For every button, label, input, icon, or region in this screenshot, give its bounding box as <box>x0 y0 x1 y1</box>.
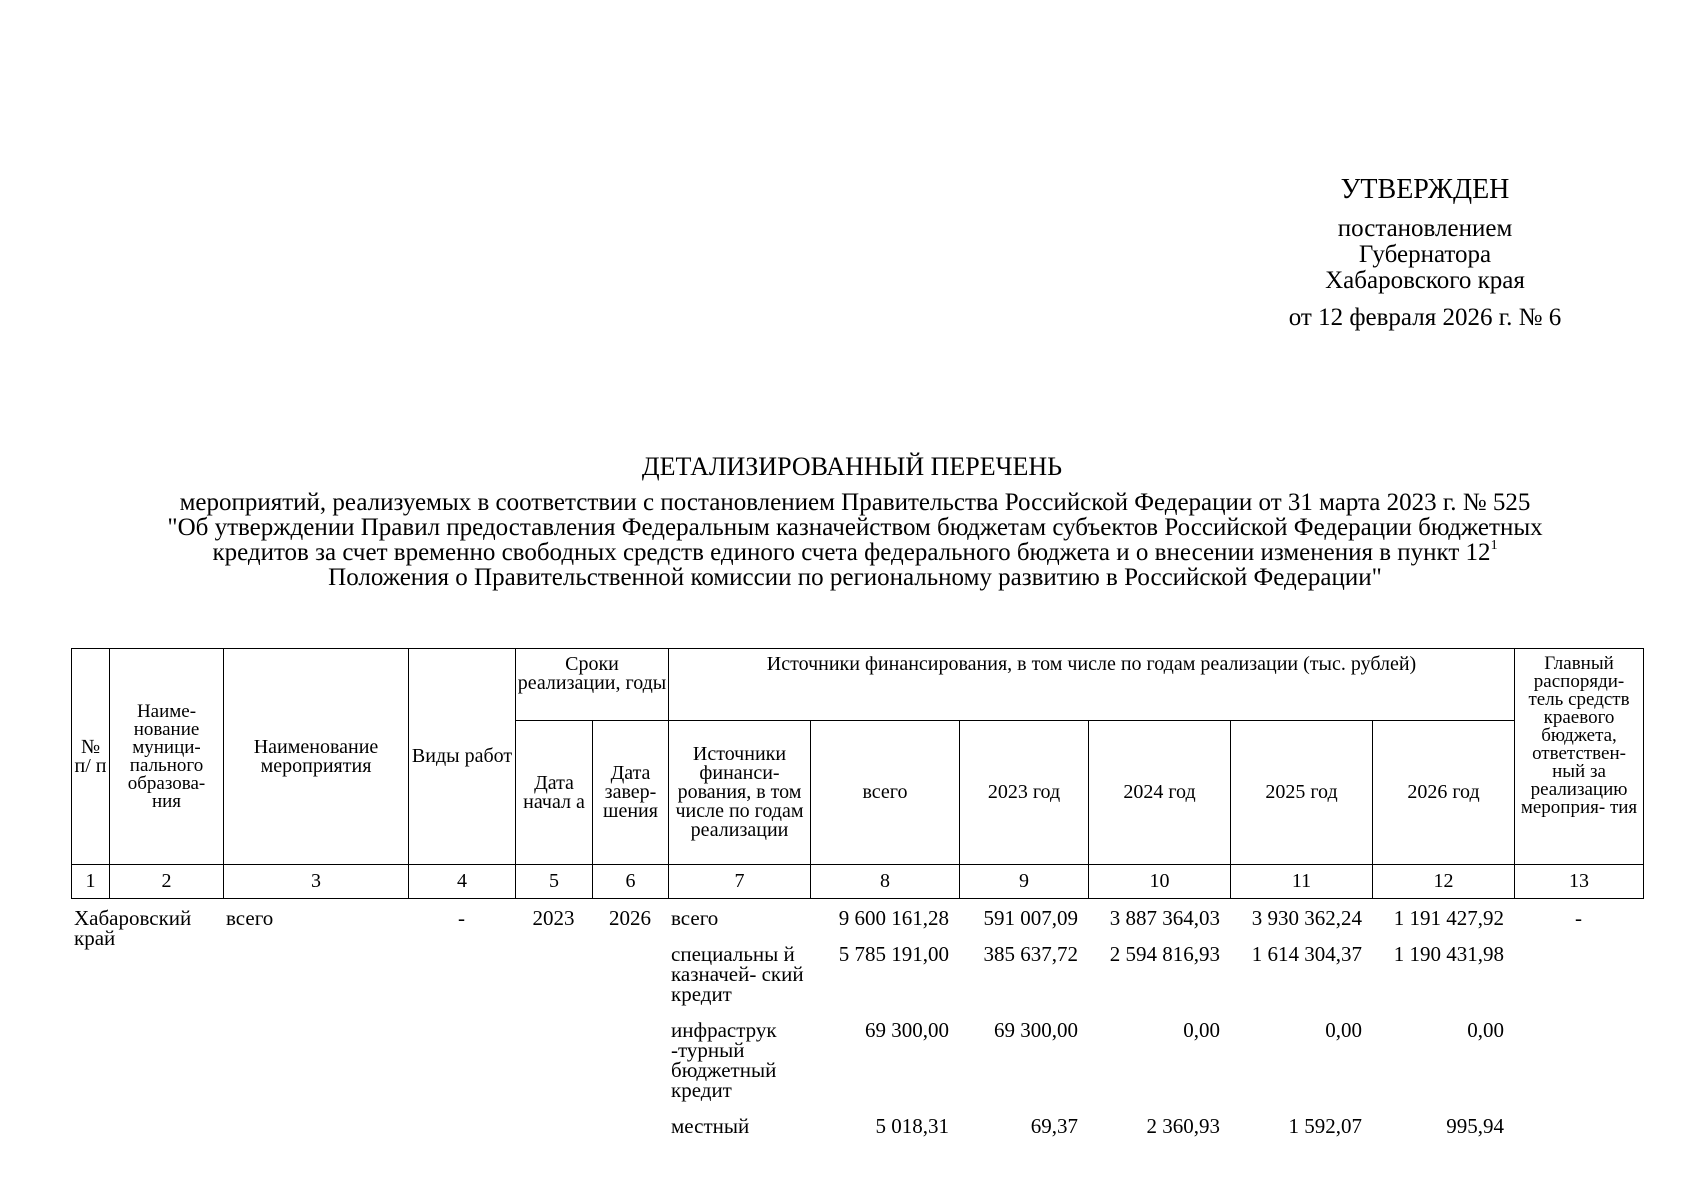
cell-2023: 385 637,72 <box>983 942 1079 966</box>
header-2025: 2025 год <box>1231 721 1373 865</box>
subtitle-line-3 <box>60 540 1650 565</box>
approval-heading: УТВЕРЖДЕН <box>1340 174 1510 205</box>
table-row <box>71 902 1643 938</box>
cell-source-name: всего <box>671 906 719 930</box>
cell-2024: 2 594 816,93 <box>1109 942 1221 966</box>
approval-block <box>1240 174 1610 333</box>
header-2023: 2023 год <box>960 721 1089 865</box>
cell-2026: 0,00 <box>1467 1018 1505 1042</box>
column-number: 10 <box>1089 865 1231 899</box>
subtitle-line-2: "Об утверждении Правил предоставления Федеральным казначейством бюджетам субъектов Российской Федерации бюджетных <box>167 514 1543 541</box>
document-title: ДЕТАЛИЗИРОВАННЫЙ ПЕРЕЧЕНЬ <box>641 452 1063 481</box>
header-funding-group: Источники финансирования, в том числе по годам реализации (тыс. рублей) <box>669 649 1515 721</box>
header-2024: 2024 год <box>1089 721 1231 865</box>
cell-2023: 69 300,00 <box>994 1018 1079 1042</box>
column-number: 13 <box>1515 865 1644 899</box>
approval-line-1: постановлением <box>1337 215 1513 242</box>
column-number: 2 <box>110 865 224 899</box>
cell-2024: 3 887 364,03 <box>1109 906 1221 930</box>
cell-2024: 2 360,93 <box>1146 1114 1221 1138</box>
cell-work-types: - <box>458 906 466 930</box>
header-event: Наименование мероприятия <box>224 649 409 865</box>
cell-2026: 1 190 431,98 <box>1393 942 1505 966</box>
cell-source-name: местный <box>671 1114 750 1138</box>
cell-source-name: специальны й казначей- ский кредит <box>671 942 804 1006</box>
header-num: № п/ п <box>72 649 110 865</box>
cell-municipality: Хабаровский край <box>74 906 192 950</box>
approval-date: от 12 февраля 2026 г. № 6 <box>1288 304 1562 331</box>
table-header <box>71 648 1644 899</box>
column-number: 4 <box>409 865 516 899</box>
subtitle-line-1: мероприятий, реализуемых в соответствии с постановлением Правительства Российской Федерации от 31 марта 2023 г. № 525 <box>179 489 1531 516</box>
column-number: 8 <box>811 865 960 899</box>
column-number: 1 <box>72 865 110 899</box>
document-subtitle <box>60 490 1650 590</box>
cell-2025: 3 930 362,24 <box>1251 906 1363 930</box>
header-funding-sources: Источники финанси- рования, в том числе по годам реализации <box>669 721 811 865</box>
header-municipality: Наиме- нование муници- пального образова- ния <box>110 649 224 865</box>
column-number: 9 <box>960 865 1089 899</box>
column-number: 5 <box>516 865 593 899</box>
cell-total: 69 300,00 <box>865 1018 950 1042</box>
column-number: 12 <box>1373 865 1515 899</box>
cell-total: 5 785 191,00 <box>838 942 950 966</box>
cell-2023: 69,37 <box>1030 1114 1079 1138</box>
table-body <box>71 902 1643 1146</box>
cell-end-year: 2026 <box>609 906 652 930</box>
cell-event: всего <box>226 906 274 930</box>
subtitle-line-4: Положения о Правительственной комиссии по региональному развитию в Российской Федерации" <box>328 564 1382 591</box>
cell-manager: - <box>1575 906 1583 930</box>
column-number: 7 <box>669 865 811 899</box>
header-start-date: Дата начал а <box>516 721 593 865</box>
cell-total: 9 600 161,28 <box>838 906 950 930</box>
header-total: всего <box>811 721 960 865</box>
header-terms: Сроки реализации, годы <box>516 649 669 721</box>
header-manager: Главный распоряди- тель средств краевого бюджета, ответствен- ный за реализацию мероприя- тия <box>1515 649 1644 865</box>
cell-source-name: инфраструк -турный бюджетный кредит <box>671 1018 777 1102</box>
cell-2025: 1 592,07 <box>1288 1114 1363 1138</box>
approval-line-3: Хабаровского края <box>1325 267 1525 294</box>
column-number: 3 <box>224 865 409 899</box>
cell-2026: 995,94 <box>1446 1114 1505 1138</box>
approval-line-2: Губернатора <box>1358 241 1492 268</box>
cell-2025: 0,00 <box>1325 1018 1363 1042</box>
cell-2025: 1 614 304,37 <box>1251 942 1363 966</box>
cell-2023: 591 007,09 <box>983 906 1079 930</box>
subtitle-line-3-text: кредитов за счет временно свободных средств единого счета федерального бюджета и о внесении изменения в пункт 12 <box>212 539 1491 566</box>
cell-2024: 0,00 <box>1183 1018 1221 1042</box>
cell-2026: 1 191 427,92 <box>1393 906 1505 930</box>
cell-total: 5 018,31 <box>875 1114 950 1138</box>
header-2026: 2026 год <box>1373 721 1515 865</box>
header-work-types: Виды работ <box>409 649 516 865</box>
subtitle-superscript: 1 <box>1490 538 1498 553</box>
cell-start-year: 2023 <box>532 906 575 930</box>
header-end-date: Дата завер- шения <box>593 721 669 865</box>
column-number: 6 <box>593 865 669 899</box>
column-number: 11 <box>1231 865 1373 899</box>
